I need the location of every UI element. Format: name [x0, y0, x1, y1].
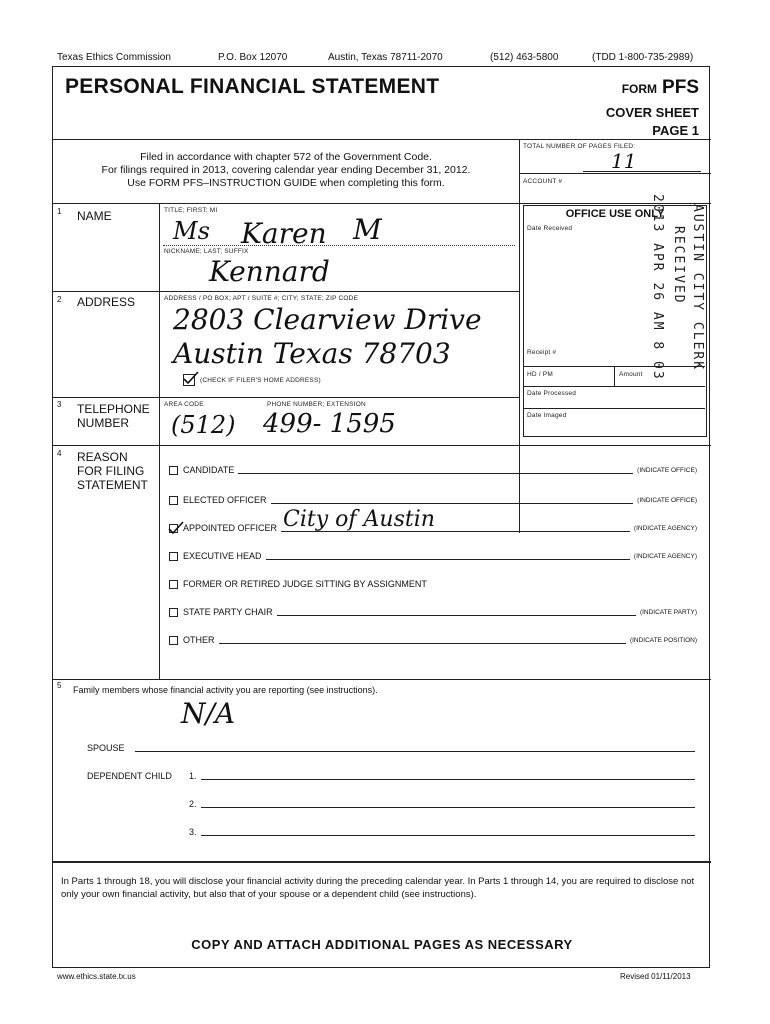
- dependent-child-1-number: 1.: [189, 771, 197, 781]
- address-label: ADDRESS: [77, 295, 136, 309]
- checkmark-icon: [183, 371, 199, 385]
- candidate-indicate: (INDICATE OFFICE): [637, 466, 697, 474]
- address-line-2[interactable]: Austin Texas 78703: [173, 337, 451, 370]
- reason-executive-head[interactable]: [169, 551, 697, 561]
- state-party-chair-checkbox[interactable]: [169, 608, 178, 617]
- pfs-form: [52, 66, 710, 968]
- po-box: P.O. Box 12070: [218, 52, 288, 63]
- address-line-1[interactable]: 2803 Clearview Drive: [173, 303, 482, 336]
- appointed-officer-indicate: (INDICATE AGENCY): [633, 524, 697, 532]
- area-code-value[interactable]: (512): [171, 411, 236, 439]
- office-use-box: [523, 194, 707, 437]
- website-url[interactable]: www.ethics.state.tx.us: [57, 972, 136, 981]
- receipt-label: Receipt #: [527, 349, 557, 356]
- agency-tdd: (TDD 1-800-735-2989): [592, 52, 694, 63]
- section-5-number: 5: [57, 681, 62, 690]
- phone-number-value[interactable]: 499- 1595: [263, 409, 396, 439]
- form-code-block: [622, 77, 699, 99]
- executive-head-checkbox[interactable]: [169, 552, 178, 561]
- amount-label: Amount: [619, 371, 643, 378]
- name-label: NAME: [77, 209, 112, 223]
- home-address-check-label: (CHECK IF FILER'S HOME ADDRESS): [200, 376, 321, 384]
- section-2-number: 2: [57, 295, 62, 304]
- filed-line-2: For filings required in 2013, covering calendar year ending December 31, 2012.: [101, 164, 471, 176]
- agency-name: Texas Ethics Commission: [57, 52, 171, 63]
- agency-phone: (512) 463-5800: [490, 52, 559, 63]
- first-name-value[interactable]: Karen: [241, 217, 327, 250]
- date-processed-label: Date Processed: [527, 390, 577, 397]
- elected-officer-indicate: (INDICATE OFFICE): [637, 496, 697, 504]
- area-code-label: AREA CODE: [164, 401, 204, 408]
- candidate-label: CANDIDATE: [183, 465, 235, 475]
- form-code: PFS: [662, 77, 699, 98]
- dependent-child-1-field[interactable]: [201, 779, 695, 780]
- reason-label-line-2: FOR FILING: [77, 464, 145, 478]
- appointed-officer-checkbox[interactable]: [169, 524, 178, 533]
- date-imaged-label: Date Imaged: [527, 412, 567, 419]
- appointed-officer-label: APPOINTED OFFICER: [183, 523, 278, 533]
- reason-label-line-1: REASON: [77, 450, 128, 464]
- instructions-text: In Parts 1 through 18, you will disclose your financial activity during the preceding calendar year. In Parts 1 through 14, you are required to disclose not only your own financial activity, but also that of your spouse or a dependent child (see instructions).: [61, 876, 695, 900]
- phone-number-label: PHONE NUMBER; EXTENSION: [267, 401, 366, 408]
- telephone-label-line-2: NUMBER: [77, 416, 130, 430]
- account-label: ACCOUNT #: [523, 178, 563, 185]
- filed-notice: [53, 151, 519, 190]
- family-members-label: Family members whose financial activity you are reporting (see instructions).: [73, 685, 378, 695]
- section-1-number: 1: [57, 207, 62, 216]
- dependent-child-2-field[interactable]: [201, 807, 695, 808]
- reason-state-party-chair[interactable]: [169, 607, 697, 617]
- clerk-stamp: AUSTIN CITY CLERK: [690, 204, 705, 372]
- spouse-field[interactable]: [135, 751, 695, 752]
- filed-line-1: Filed in accordance with chapter 572 of the Government Code.: [140, 151, 432, 163]
- address-field-label: ADDRESS / PO BOX; APT / SUITE #; CITY; STATE; ZIP CODE: [164, 295, 359, 302]
- state-party-chair-indicate: (INDICATE PARTY): [639, 608, 697, 616]
- section-4-number: 4: [57, 449, 62, 458]
- form-title: PERSONAL FINANCIAL STATEMENT: [65, 75, 440, 98]
- checkmark-icon: [168, 521, 184, 535]
- filed-line-3: Use FORM PFS–INSTRUCTION GUIDE when completing this form.: [127, 177, 445, 189]
- total-pages-label: TOTAL NUMBER OF PAGES FILED:: [523, 143, 636, 150]
- hd-pm-label: HD / PM: [527, 371, 553, 378]
- reason-label: [77, 450, 148, 492]
- home-address-checkbox[interactable]: [183, 374, 195, 386]
- spouse-label: SPOUSE: [87, 743, 125, 753]
- office-use-title: OFFICE USE ONLY: [565, 208, 665, 220]
- form-prefix: FORM: [621, 82, 658, 96]
- reason-former-judge[interactable]: [169, 579, 697, 589]
- other-label: OTHER: [183, 635, 215, 645]
- middle-initial-value[interactable]: M: [353, 213, 382, 246]
- former-judge-checkbox[interactable]: [169, 580, 178, 589]
- last-name-label: NICKNAME; LAST; SUFFIX: [164, 248, 249, 255]
- candidate-checkbox[interactable]: [169, 466, 178, 475]
- total-pages-value[interactable]: 11: [611, 149, 637, 173]
- title-value[interactable]: Ms: [173, 217, 210, 245]
- elected-officer-checkbox[interactable]: [169, 496, 178, 505]
- other-indicate: (INDICATE POSITION): [629, 636, 697, 644]
- reason-elected-officer[interactable]: [169, 495, 697, 505]
- last-name-value[interactable]: Kennard: [209, 255, 330, 288]
- attach-pages-notice: COPY AND ATTACH ADDITIONAL PAGES AS NECESSARY: [191, 937, 573, 952]
- date-stamp: 2013 APR 26 AM 8 03: [650, 194, 665, 381]
- appointed-agency-value[interactable]: City of Austin: [283, 507, 435, 532]
- home-address-check[interactable]: [183, 374, 321, 386]
- dependent-child-3-field[interactable]: [201, 835, 695, 836]
- reason-candidate[interactable]: [169, 465, 697, 475]
- page-number: PAGE 1: [652, 123, 699, 138]
- dependent-child-2-number: 2.: [189, 799, 197, 809]
- agency-city: Austin, Texas 78711-2070: [328, 52, 443, 63]
- family-members-value[interactable]: N/A: [181, 697, 236, 730]
- state-party-chair-label: STATE PARTY CHAIR: [183, 607, 273, 617]
- section-3-number: 3: [57, 400, 62, 409]
- elected-officer-label: ELECTED OFFICER: [183, 495, 267, 505]
- reason-other[interactable]: [169, 635, 697, 645]
- other-checkbox[interactable]: [169, 636, 178, 645]
- executive-head-label: EXECUTIVE HEAD: [183, 551, 262, 561]
- cover-sheet-label: COVER SHEET: [605, 105, 699, 120]
- received-stamp: RECEIVED: [671, 226, 686, 305]
- reason-appointed-officer[interactable]: [169, 507, 697, 533]
- title-first-mi-label: TITLE; FIRST; MI: [164, 207, 218, 214]
- telephone-label: [77, 402, 150, 430]
- reason-label-line-3: STATEMENT: [77, 478, 148, 492]
- revised-date: Revised 01/11/2013: [620, 972, 691, 981]
- dependent-child-3-number: 3.: [189, 827, 197, 837]
- date-received-label: Date Received: [527, 225, 573, 232]
- dependent-child-label: DEPENDENT CHILD: [87, 771, 172, 781]
- executive-head-indicate: (INDICATE AGENCY): [633, 552, 697, 560]
- telephone-label-line-1: TELEPHONE: [77, 402, 150, 416]
- former-judge-label: FORMER OR RETIRED JUDGE SITTING BY ASSIGNMENT: [183, 579, 427, 589]
